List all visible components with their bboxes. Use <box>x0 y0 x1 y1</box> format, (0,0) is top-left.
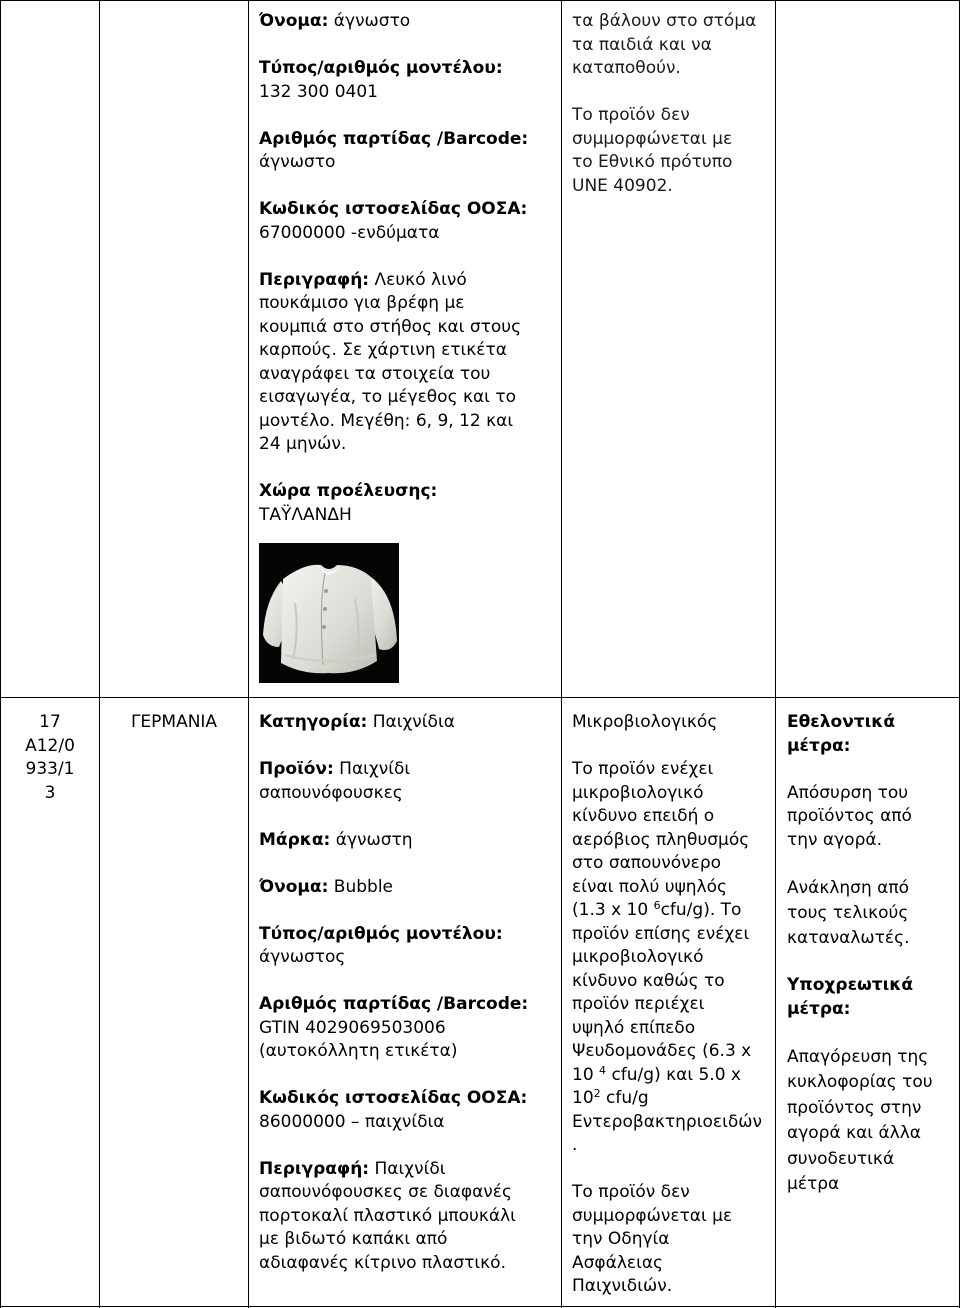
sci-text: cfu/g <box>600 1088 649 1108</box>
risk-line: τα παιδιά και να <box>572 34 712 55</box>
table-bottom-border <box>0 1306 960 1307</box>
desc-label: Περιγραφή: <box>259 269 370 290</box>
product-value: Παιχνίδι <box>333 759 411 779</box>
col-border-product <box>561 0 562 1308</box>
desc-line: αναγράφει τα στοιχεία του <box>259 363 491 384</box>
risk-sci-line <box>572 899 772 923</box>
voluntary-line: Απόσυρση του <box>787 782 909 803</box>
risk-line: κίνδυνο καθώς το <box>572 970 725 991</box>
oosa-label: Κωδικός ιστοσελίδας ΟΟΣΑ: <box>259 199 528 219</box>
voluntary-line: προϊόντος από <box>787 806 912 826</box>
desc-line: πορτοκαλί πλαστικό μπουκάλι <box>259 1205 516 1226</box>
origin-value: ΤΑΫΛΑΝΔΗ <box>259 504 352 525</box>
col-border-id <box>99 0 100 1308</box>
recall-line: καταναλωτές. <box>787 927 910 948</box>
risk-line: μικροβιολογικό <box>572 782 704 803</box>
risk-line: Το προϊόν ενέχει <box>572 759 714 779</box>
risk-line: Εντεροβακτηριοειδών <box>572 1111 762 1132</box>
oosa-label: Κωδικός ιστοσελίδας ΟΟΣΑ: <box>259 1088 528 1108</box>
sci-exponent: 6 <box>653 899 661 912</box>
model-value: 132 300 0401 <box>259 81 378 102</box>
risk-line: είναι πολύ υψηλός <box>572 876 728 897</box>
oosa-value: 86000000 – παιχνίδια <box>259 1111 445 1132</box>
desc-line: 24 μηνών. <box>259 434 347 454</box>
voluntary-title: Εθελοντικά <box>787 712 896 732</box>
desc-line: κουμπιά στο στήθος και στους <box>259 316 522 337</box>
oosa-value: 67000000 -ενδύματα <box>259 222 440 243</box>
brand-label: Μάρκα: <box>259 829 331 850</box>
mandatory-line: προϊόντος στην <box>787 1097 922 1118</box>
row2-country-cell <box>101 711 247 735</box>
directive-line: Το προϊόν δεν <box>572 1182 690 1202</box>
country-value: ΓΕΡΜΑΝΙΑ <box>130 712 218 732</box>
desc-line: καρπούς. Σε χάρτινη ετικέτα <box>259 340 507 360</box>
col-border-left <box>0 0 1 1308</box>
product-value-line2: σαπουνόφουσκες <box>259 782 403 803</box>
mandatory-title: μέτρα: <box>787 998 851 1019</box>
risk-line: αερόβιος πληθυσμός <box>572 829 750 850</box>
risk-line: στο σαπουνόνερο <box>572 853 722 873</box>
directive-line: Παιχνιδιών. <box>572 1276 673 1296</box>
standard-line: συμμορφώνεται με <box>572 128 733 149</box>
desc-line: με βιδωτό καπάκι από <box>259 1229 448 1249</box>
sci-text: 10 <box>572 1088 594 1108</box>
risk-line: υψηλό επίπεδο <box>572 1017 696 1038</box>
standard-line: Το προϊόν δεν <box>572 105 690 125</box>
desc-line: εισαγωγέα, το μέγεθος και το <box>259 387 516 407</box>
mandatory-title: Υποχρεωτικά <box>787 975 914 995</box>
name-value: άγνωστο <box>333 11 411 31</box>
directive-line: την Οδηγία <box>572 1229 670 1249</box>
sci-text: (1.3 x 10 <box>572 900 654 920</box>
risk-sci-line <box>572 1064 772 1088</box>
col-border-risk <box>775 0 776 1308</box>
product-label: Προϊόν: <box>259 759 334 779</box>
id-line: 933/1 <box>25 759 75 779</box>
barcode-value: GTIN 4029069503006 <box>259 1017 446 1038</box>
name-value: Bubble <box>328 876 393 897</box>
desc-line: πουκάμισο για βρέφη με <box>259 293 465 313</box>
mandatory-line: μέτρα <box>787 1174 840 1194</box>
category-value: Παιχνίδια <box>367 712 455 732</box>
barcode-value: άγνωστο <box>259 152 336 172</box>
row1-product-cell <box>259 10 555 527</box>
model-label: Τύπος/αριθμός μοντέλου: <box>259 58 503 78</box>
risk-line: τα βάλουν στο στόμα <box>572 11 757 31</box>
voluntary-line: την αγορά. <box>787 829 882 850</box>
desc-line: Λευκό λινό <box>369 269 467 290</box>
risk-line: μικροβιολογικό <box>572 947 704 967</box>
desc-line: Παιχνίδι <box>369 1158 446 1179</box>
id-line: A12/0 <box>25 735 75 756</box>
mandatory-line: συνοδευτικά <box>787 1148 895 1169</box>
name-label: Όνομα: <box>259 11 329 31</box>
origin-label: Χώρα προέλευσης: <box>259 481 438 501</box>
recall-line: Ανάκληση από <box>787 877 909 898</box>
product-photo <box>259 543 399 683</box>
risk-title: Μικροβιολογικός <box>572 712 718 732</box>
sci-exponent: 2 <box>593 1087 601 1100</box>
risk-line: προϊόν επίσης ενέχει <box>572 923 750 944</box>
desc-label: Περιγραφή: <box>259 1158 370 1179</box>
id-line: 3 <box>44 782 56 803</box>
col-border-country <box>248 0 249 1308</box>
category-label: Κατηγορία: <box>259 712 368 732</box>
mandatory-line: αγορά και άλλα <box>787 1123 921 1143</box>
standard-line: UNE 40902. <box>572 175 673 196</box>
desc-line: σαπουνόφουσκες σε διαφανές <box>259 1182 512 1202</box>
risk-line: καταποθούν. <box>572 58 681 78</box>
barcode-label: Αριθμός παρτίδας /Barcode: <box>259 128 529 149</box>
id-line: 17 <box>39 712 61 732</box>
row1-risk-cell <box>572 10 770 198</box>
risk-line: προϊόν περιέχει <box>572 994 705 1014</box>
recall-line: τους τελικούς <box>787 902 909 923</box>
mandatory-line: Απαγόρευση της <box>787 1046 929 1067</box>
row2-risk-cell <box>572 711 772 1299</box>
sci-text: cfu/g) και 5.0 x <box>606 1064 741 1085</box>
risk-sci-line <box>572 1087 772 1111</box>
name-label: Όνομα: <box>259 876 329 897</box>
risk-line: . <box>572 1135 578 1155</box>
row2-measures-cell <box>787 711 955 1198</box>
voluntary-title: μέτρα: <box>787 735 851 756</box>
sci-text: 10 <box>572 1064 600 1085</box>
barcode-label: Αριθμός παρτίδας /Barcode: <box>259 994 529 1014</box>
baby-shirt-icon <box>259 543 399 683</box>
directive-line: συμμορφώνεται με <box>572 1205 733 1226</box>
sci-exponent: 4 <box>599 1063 607 1077</box>
risk-line: Ψευδομονάδες (6.3 x <box>572 1041 752 1061</box>
mandatory-line: κυκλοφορίας του <box>787 1072 933 1092</box>
row-separator <box>0 697 960 698</box>
row2-product-cell <box>259 711 555 1275</box>
row2-id-cell <box>2 711 98 805</box>
brand-value: άγνωστη <box>330 829 413 850</box>
sci-text: cfu/g). Το <box>660 900 742 920</box>
model-label: Τύπος/αριθμός μοντέλου: <box>259 923 503 944</box>
barcode-note: (αυτοκόλλητη ετικέτα) <box>259 1041 458 1061</box>
model-value: άγνωστος <box>259 947 346 967</box>
directive-line: Ασφάλειας <box>572 1252 664 1273</box>
table-top-border <box>0 0 960 1</box>
desc-line: μοντέλο. Μεγέθη: 6, 9, 12 και <box>259 410 514 431</box>
desc-line: αδιαφανές κίτρινο πλαστικό. <box>259 1252 506 1273</box>
risk-line: κίνδυνο επειδή ο <box>572 806 715 826</box>
standard-line: το Εθνικό πρότυπο <box>572 152 733 172</box>
